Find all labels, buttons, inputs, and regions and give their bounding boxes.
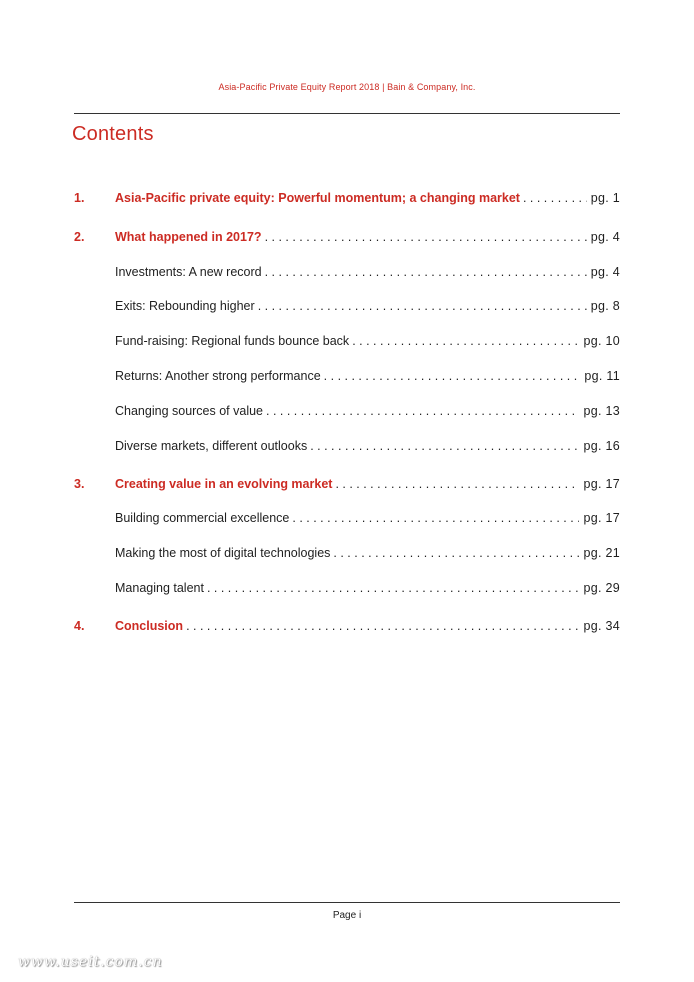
toc-entry-page: pg. 17 — [583, 477, 620, 491]
toc-entry-page: pg. 4 — [590, 265, 620, 279]
toc-entry[interactable] — [74, 263, 620, 281]
toc-entry-number: 4. — [74, 619, 85, 633]
toc-leader-dots — [335, 475, 579, 493]
toc-entry-title: Fund-raising: Regional funds bounce back — [115, 334, 350, 348]
page-number: Page i — [332, 910, 362, 921]
toc-entry-page: pg. 16 — [583, 439, 620, 453]
toc-entry[interactable] — [74, 332, 620, 350]
toc-entry-number: 3. — [74, 477, 85, 491]
toc-entry-page: pg. 17 — [583, 511, 620, 525]
toc-leader-dots — [324, 367, 581, 385]
toc-leader-dots — [207, 579, 579, 597]
toc-entry-number: 2. — [74, 230, 85, 244]
toc-entry-title: Changing sources of value — [115, 404, 264, 418]
toc-entry-page: pg. 29 — [583, 581, 620, 595]
toc-entry[interactable] — [74, 475, 620, 493]
toc-entry-title: Diverse markets, different outlooks — [115, 439, 308, 453]
toc-leader-dots — [333, 544, 579, 562]
toc-entry-title: Making the most of digital technologies — [115, 546, 331, 560]
toc-leader-dots — [310, 437, 579, 455]
toc-leader-dots — [292, 509, 579, 527]
toc-entry-page: pg. 34 — [583, 619, 620, 633]
toc-entry-page: pg. 8 — [590, 299, 620, 313]
toc-leader-dots — [258, 297, 587, 315]
toc-entry-page: pg. 13 — [583, 404, 620, 418]
toc-entry[interactable] — [74, 228, 620, 246]
running-header: Asia-Pacific Private Equity Report 2018 | Bain & Company, Inc. — [218, 82, 476, 92]
toc-entry-page: pg. 4 — [590, 230, 620, 244]
toc-leader-dots — [265, 228, 587, 246]
toc-entry-page: pg. 1 — [590, 191, 620, 205]
toc-entry[interactable] — [74, 437, 620, 455]
toc-entry[interactable] — [74, 509, 620, 527]
toc-entry[interactable] — [74, 367, 620, 385]
toc-entry-title: Asia-Pacific private equity: Powerful momentum; a changing market — [115, 191, 520, 205]
watermark: www.useit.com.cn — [18, 954, 163, 970]
toc-leader-dots — [265, 263, 587, 281]
header-divider — [74, 113, 620, 114]
toc-entry-page: pg. 21 — [583, 546, 620, 560]
toc-entry-title: Building commercial excellence — [115, 511, 290, 525]
toc-entry-title: Investments: A new record — [115, 265, 262, 279]
toc-leader-dots — [352, 332, 579, 350]
page-title: Contents — [72, 123, 154, 145]
toc-entry-title: Exits: Rebounding higher — [115, 299, 255, 313]
footer-divider — [74, 902, 620, 903]
toc-entry-number: 1. — [74, 191, 85, 205]
toc-entry-title: Creating value in an evolving market — [115, 477, 333, 491]
toc-entry[interactable] — [74, 617, 620, 635]
toc-entry-title: What happened in 2017? — [115, 230, 262, 244]
toc-entry-title: Managing talent — [115, 581, 204, 595]
toc-entry[interactable] — [74, 297, 620, 315]
toc-entry[interactable] — [74, 579, 620, 597]
toc-leader-dots — [523, 189, 587, 207]
toc-leader-dots — [186, 617, 579, 635]
toc-entry[interactable] — [74, 544, 620, 562]
toc-entry[interactable] — [74, 189, 620, 207]
toc-entry-page: pg. 11 — [584, 369, 620, 383]
toc-leader-dots — [266, 402, 579, 420]
toc-entry-title: Conclusion — [115, 619, 184, 633]
toc-entry-title: Returns: Another strong performance — [115, 369, 321, 383]
toc-entry[interactable] — [74, 402, 620, 420]
toc-entry-page: pg. 10 — [583, 334, 620, 348]
